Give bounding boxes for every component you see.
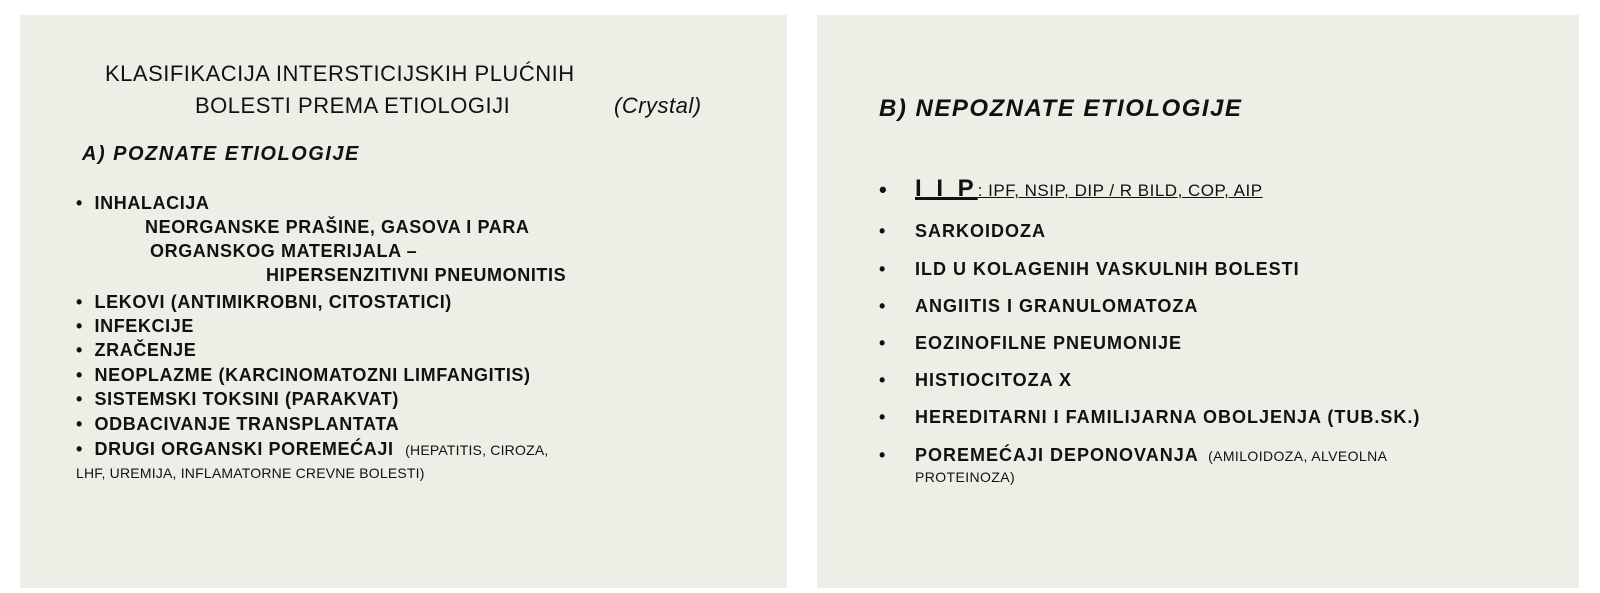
iip-label: I I P bbox=[915, 175, 978, 202]
bullet: • bbox=[76, 193, 83, 213]
list-item-label: LEKOVI (ANTIMIKROBNI, CITOSTATICI) bbox=[94, 292, 452, 312]
bullet: • bbox=[879, 407, 886, 427]
slide-left bbox=[20, 15, 787, 588]
bullet: • bbox=[76, 365, 83, 385]
sub-item-inorganic: NEORGANSKE PRAŠINE, GASOVA I PARA bbox=[145, 217, 530, 237]
list-item-label: POREMEĆAJI DEPONOVANJA bbox=[915, 445, 1199, 465]
list-item-label: ODBACIVANJE TRANSPLANTATA bbox=[94, 414, 400, 434]
bullet: • bbox=[76, 292, 83, 312]
slide-title-line1: KLASIFIKACIJA INTERSTICIJSKIH PLUĆNIH bbox=[105, 61, 575, 86]
list-item bbox=[76, 414, 399, 435]
list-item-label: ILD U KOLAGENIH VASKULNIH BOLESTI bbox=[915, 259, 1300, 279]
list-item bbox=[76, 316, 194, 337]
list-item-label: HISTIOCITOZA X bbox=[915, 370, 1073, 390]
list-item bbox=[76, 439, 548, 460]
bullet: • bbox=[879, 333, 886, 353]
bullet: • bbox=[76, 439, 83, 459]
iip-detail: : IPF, NSIP, DIP / R BILD, COP, AIP bbox=[977, 181, 1263, 200]
bullet: • bbox=[879, 445, 886, 465]
bullet: • bbox=[879, 177, 887, 202]
bullet: • bbox=[879, 296, 886, 316]
list-item-label: INFEKCIJE bbox=[94, 316, 194, 336]
list-item-label: ANGIITIS I GRANULOMATOZA bbox=[915, 296, 1199, 316]
slide-title-source: (Crystal) bbox=[614, 93, 702, 118]
list-item-iip bbox=[915, 175, 1263, 203]
slide-right bbox=[817, 15, 1579, 588]
list-item bbox=[76, 365, 531, 386]
list-item-label: EOZINOFILNE PNEUMONIJE bbox=[915, 333, 1183, 353]
bullet: • bbox=[76, 340, 83, 360]
list-item-note-continued: LHF, UREMIJA, INFLAMATORNE CREVNE BOLESTI) bbox=[76, 465, 425, 481]
list-item-note: (HEPATITIS, CIROZA, bbox=[405, 442, 549, 458]
list-item-label: SISTEMSKI TOKSINI (PARAKVAT) bbox=[94, 389, 399, 409]
sub-item-hypersensitivity: HIPERSENZITIVNI PNEUMONITIS bbox=[266, 265, 567, 285]
bullet: • bbox=[76, 316, 83, 336]
section-heading-unknown: B) NEPOZNATE ETIOLOGIJE bbox=[879, 95, 1243, 122]
list-item bbox=[915, 445, 1387, 466]
list-item-label: DRUGI ORGANSKI POREMEĆAJI bbox=[94, 439, 394, 459]
bullet: • bbox=[76, 389, 83, 409]
bullet: • bbox=[879, 370, 886, 390]
sub-item-organic: ORGANSKOG MATERIJALA – bbox=[150, 241, 418, 261]
list-item-note-continued: PROTEINOZA) bbox=[915, 469, 1016, 485]
list-item bbox=[76, 340, 196, 361]
list-item-label: ZRAČENJE bbox=[94, 340, 197, 360]
list-item bbox=[76, 389, 399, 410]
list-item bbox=[76, 292, 452, 313]
list-item bbox=[76, 193, 210, 214]
bullet: • bbox=[879, 259, 886, 279]
section-heading-known: A) POZNATE ETIOLOGIJE bbox=[82, 143, 360, 165]
list-item-label: NEOPLAZME (KARCINOMATOZNI LIMFANGITIS) bbox=[94, 365, 531, 385]
list-item-note: (AMILOIDOZA, ALVEOLNA bbox=[1208, 448, 1388, 464]
list-item-label: INHALACIJA bbox=[94, 193, 210, 213]
list-item-label: HEREDITARNI I FAMILIJARNA OBOLJENJA (TUB.SK.) bbox=[915, 407, 1421, 427]
slide-title-line2: BOLESTI PREMA ETIOLOGIJI bbox=[195, 93, 511, 118]
list-item-label: SARKOIDOZA bbox=[915, 221, 1046, 241]
bullet: • bbox=[879, 221, 886, 241]
bullet: • bbox=[76, 414, 83, 434]
